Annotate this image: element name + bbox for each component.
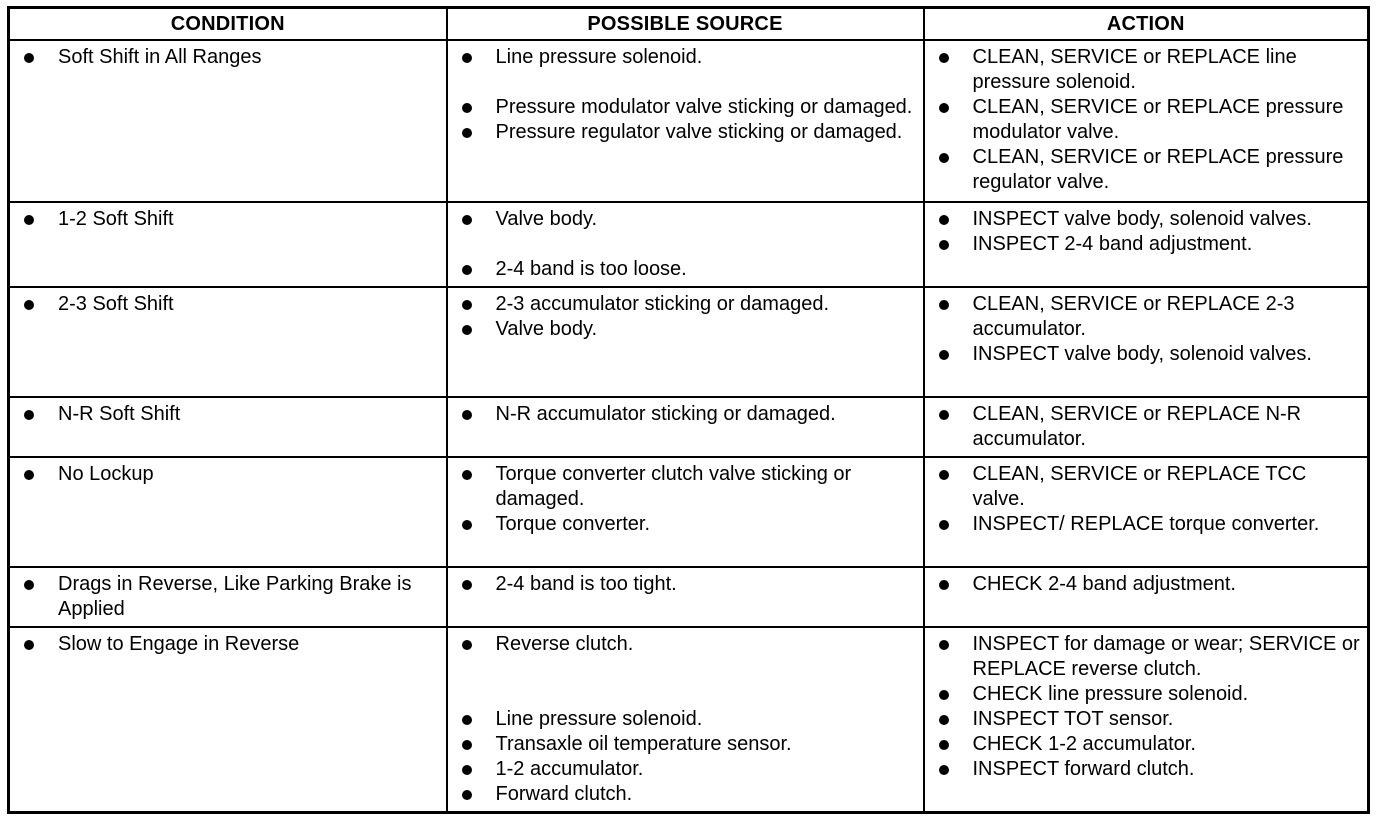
action-cell <box>924 627 1369 813</box>
source-item: 2-4 band is too loose. <box>456 257 917 282</box>
table-row <box>9 287 1369 397</box>
source-cell <box>447 40 924 202</box>
action-cell <box>924 567 1369 627</box>
action-cell <box>924 457 1369 567</box>
condition-item: Soft Shift in All Ranges <box>18 45 440 70</box>
condition-item: N-R Soft Shift <box>18 402 440 427</box>
table-row <box>9 567 1369 627</box>
action-cell <box>924 202 1369 287</box>
condition-cell <box>9 40 447 202</box>
source-cell <box>447 567 924 627</box>
header-action: ACTION <box>924 8 1369 41</box>
condition-item: 2-3 Soft Shift <box>18 292 440 317</box>
condition-cell <box>9 287 447 397</box>
diagnosis-table <box>7 6 1370 814</box>
action-item: CHECK 2-4 band adjustment. <box>933 572 1362 597</box>
action-item: CLEAN, SERVICE or REPLACE TCC valve. <box>933 462 1362 512</box>
condition-cell <box>9 202 447 287</box>
action-item: INSPECT valve body, solenoid valves. <box>933 207 1362 232</box>
source-item: Reverse clutch. <box>456 632 917 657</box>
table-row <box>9 40 1369 202</box>
source-item: Valve body. <box>456 317 917 342</box>
source-item: Line pressure solenoid. <box>456 45 917 70</box>
source-item: Pressure modulator valve sticking or damaged. <box>456 95 917 120</box>
source-item: Forward clutch. <box>456 782 917 807</box>
source-item: Torque converter clutch valve sticking or damaged. <box>456 462 917 512</box>
header-row <box>9 8 1369 41</box>
action-item: CHECK 1-2 accumulator. <box>933 732 1362 757</box>
source-item: Pressure regulator valve sticking or damaged. <box>456 120 917 145</box>
condition-cell <box>9 567 447 627</box>
source-item: 2-4 band is too tight. <box>456 572 917 597</box>
action-item: CLEAN, SERVICE or REPLACE pressure regulator valve. <box>933 145 1362 195</box>
action-item: INSPECT TOT sensor. <box>933 707 1362 732</box>
source-item: Torque converter. <box>456 512 917 537</box>
source-item: 1-2 accumulator. <box>456 757 917 782</box>
condition-cell <box>9 397 447 457</box>
condition-item: Drags in Reverse, Like Parking Brake is Applied <box>18 572 440 622</box>
table-row <box>9 627 1369 813</box>
action-item: INSPECT forward clutch. <box>933 757 1362 782</box>
condition-cell <box>9 627 447 813</box>
source-cell <box>447 627 924 813</box>
source-item: Line pressure solenoid. <box>456 707 917 732</box>
source-item: Transaxle oil temperature sensor. <box>456 732 917 757</box>
source-item: 2-3 accumulator sticking or damaged. <box>456 292 917 317</box>
source-item: N-R accumulator sticking or damaged. <box>456 402 917 427</box>
header-condition: CONDITION <box>9 8 447 41</box>
action-item: INSPECT 2-4 band adjustment. <box>933 232 1362 257</box>
action-item: INSPECT/ REPLACE torque converter. <box>933 512 1362 537</box>
condition-cell <box>9 457 447 567</box>
action-cell <box>924 397 1369 457</box>
action-item: CHECK line pressure solenoid. <box>933 682 1362 707</box>
source-cell <box>447 202 924 287</box>
header-possible-source: POSSIBLE SOURCE <box>447 8 924 41</box>
source-item: Valve body. <box>456 207 917 232</box>
source-cell <box>447 457 924 567</box>
source-cell <box>447 287 924 397</box>
condition-item: 1-2 Soft Shift <box>18 207 440 232</box>
diagnosis-table-wrapper <box>7 6 1367 814</box>
table-row <box>9 457 1369 567</box>
action-item: CLEAN, SERVICE or REPLACE pressure modulator valve. <box>933 95 1362 145</box>
action-cell <box>924 287 1369 397</box>
action-cell <box>924 40 1369 202</box>
condition-item: No Lockup <box>18 462 440 487</box>
action-item: CLEAN, SERVICE or REPLACE line pressure solenoid. <box>933 45 1362 95</box>
source-cell <box>447 397 924 457</box>
table-row <box>9 202 1369 287</box>
condition-item: Slow to Engage in Reverse <box>18 632 440 657</box>
action-item: INSPECT for damage or wear; SERVICE or REPLACE reverse clutch. <box>933 632 1362 682</box>
action-item: INSPECT valve body, solenoid valves. <box>933 342 1362 367</box>
action-item: CLEAN, SERVICE or REPLACE 2-3 accumulator. <box>933 292 1362 342</box>
action-item: CLEAN, SERVICE or REPLACE N-R accumulator. <box>933 402 1362 452</box>
table-row <box>9 397 1369 457</box>
